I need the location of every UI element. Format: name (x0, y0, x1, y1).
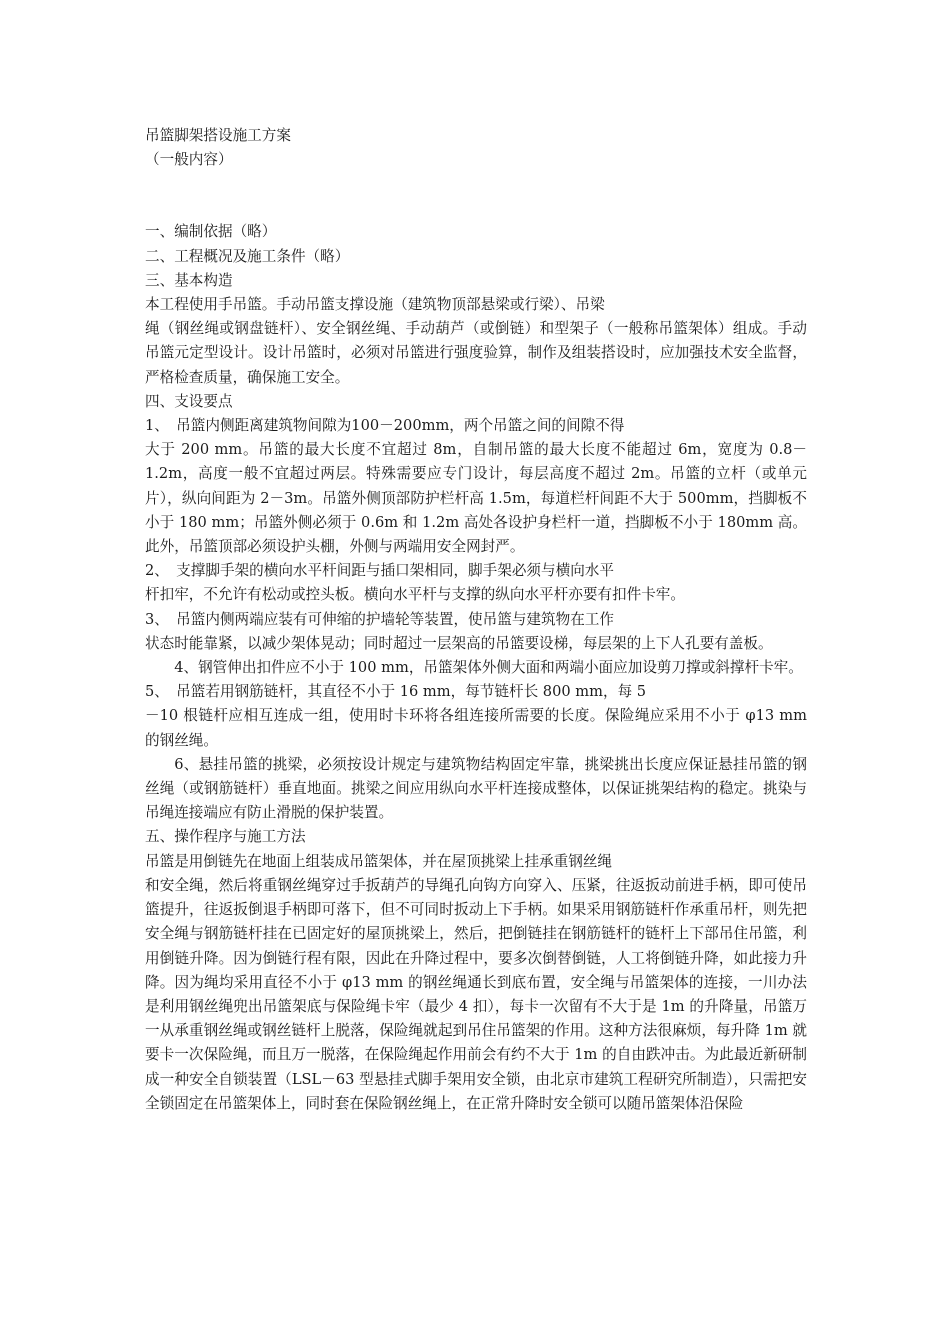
point-3-first-line: 3、 吊篮内侧两端应装有可伸缩的护墙轮等装置，使吊篮与建筑物在工作 (145, 610, 614, 628)
point-4-paragraph: 4、钢管伸出扣件应不小于 100 mm，吊篮架体外侧大面和两端小面应加设剪刀撑或斜撑杆卡牢。 (174, 659, 803, 677)
section-heading-structure: 三、基本构造 (145, 271, 233, 289)
document-title: 吊篮脚架搭设施工方案 (145, 127, 291, 144)
section-heading-basis: 一、编制依据（略） (145, 223, 277, 241)
procedure-text-paragraph: 和安全绳，然后将重钢丝绳穿过手扳葫芦的导绳孔向钩方向穿入、压紧，往返扳动前进手柄，即可使吊篮提升，往返扳倒退手柄即可落下，但不可同时扳动上下手柄。如果采用钢筋链杆作承重吊杆，则先把安全绳与钢筋链杆挂在已固定好的屋顶挑梁上，然后，把倒链挂在钢筋链杆的链杆上下部吊住吊篮，利用倒链升降。因为倒链行程有限，因此在升降过程中，要多次倒替倒链，人工将倒链升降，如此接力升降。因为绳均采用直径不小于 φ13 mm 的钢丝绳通长到底布置，安全绳与吊篮架体的连接，一川办法是利用钢丝绳兜出吊篮架底与保险绳卡牢（最少 4 扣），每卡一次留有不大于是 1m 的升降量，吊篮万一从承重钢丝绳或钢丝链杆上脱落，保险绳就起到吊住吊篮架的作用。这种方法很麻烦，每升降 1m 就要卡一次保险绳，而且万一脱落，在保险绳起作用前会有约不大于 1m 的自由跌冲击。为此最近新研制成一种安全自锁装置（LSL－63 型悬挂式脚手架用安全锁，由北京市建筑工程研究所制造），只需把安全锁固定在吊篮架体上，同时套在保险钢丝绳上，在正常升降时安全锁可以随吊篮架体沿保险 (145, 876, 807, 1112)
point-1-first-line: 1、 吊篮内侧距离建筑物间隙为100－200mm，两个吊篮之间的间隙不得 (145, 417, 625, 435)
section-heading-overview: 二、工程概况及施工条件（略） (145, 247, 350, 265)
point-2-paragraph: 杆扣牢，不允许有松动或控头板。横向水平杆与支撑的纵向水平杆亦要有扣件卡牢。 (145, 586, 685, 604)
point-6-paragraph: 6、悬挂吊篮的挑梁，必须按设计规定与建筑物结构固定牢靠，挑梁挑出长度应保证悬挂吊篮的钢丝绳（或钢筋链杆）垂直地面。挑梁之间应用纵向水平杆连接成整体，以保证挑架结构的稳定。挑染与吊绳连接端应有防止滑脱的保护装置。 (145, 755, 807, 822)
structure-text-paragraph: 绳（钢丝绳或钢盘链杆）、安全钢丝绳、手动葫芦（或倒链）和型架子（一般称吊篮架体）组成。手动吊篮元定型设计。设计吊篮时，必须对吊篮进行强度验算，制作及组装搭设时，应加强技术安全监督，严格检查质量，确保施工安全。 (145, 320, 807, 386)
section-heading-procedure: 五、操作程序与施工方法 (145, 828, 306, 846)
point-2-first-line: 2、 支撑脚手架的横向水平杆间距与插口架相同，脚手架必须与横向水平 (145, 562, 614, 580)
point-5-first-line: 5、 吊篮若用钢筋链杆，其直径不小于 16 mm，每节链杆长 800 mm，每 5 (145, 683, 647, 701)
point-1-paragraph: 大于 200 mm。吊篮的最大长度不宜超过 8m，自制吊篮的最大长度不能超过 6m，宽度为 0.8－1.2m，高度一般不宜超过两层。特殊需要应专门设计，每层高度不超过 2m。吊篮的立杆（或单元片），纵向间距为 2－3m。吊篮外侧顶部防护栏杆高 1.5m，每道栏杆间距不大于 500mm，挡脚板不小于 180 mm；吊篮外侧必须于 0.6m 和 1.2m 高处各设护身栏杆一道，挡脚板不小于 180mm 高。此外，吊篮顶部必须设护头棚，外侧与两端用安全网封严。 (145, 441, 807, 556)
section-heading-key-points: 四、支设要点 (145, 392, 233, 410)
document-subtitle: （一般内容） (145, 151, 233, 169)
structure-text-first-line: 本工程使用手吊篮。手动吊篮支撑设施（建筑物顶部悬梁或行梁）、吊梁 (145, 296, 605, 314)
document-body (145, 124, 807, 1116)
point-5-paragraph: －10 根链杆应相互连成一组，使用时卡环将各组连接所需要的长度。保险绳应采用不小于 φ13 mm 的钢丝绳。 (145, 707, 807, 749)
spacer (145, 172, 807, 220)
procedure-text-first-line: 吊篮是用倒链先在地面上组装成吊篮架体，并在屋顶挑梁上挂承重钢丝绳 (145, 852, 613, 870)
point-3-paragraph: 状态时能靠紧，以减少架体晃动；同时超过一层架高的吊篮要设梯，每层架的上下人孔要有盖板。 (145, 634, 773, 652)
